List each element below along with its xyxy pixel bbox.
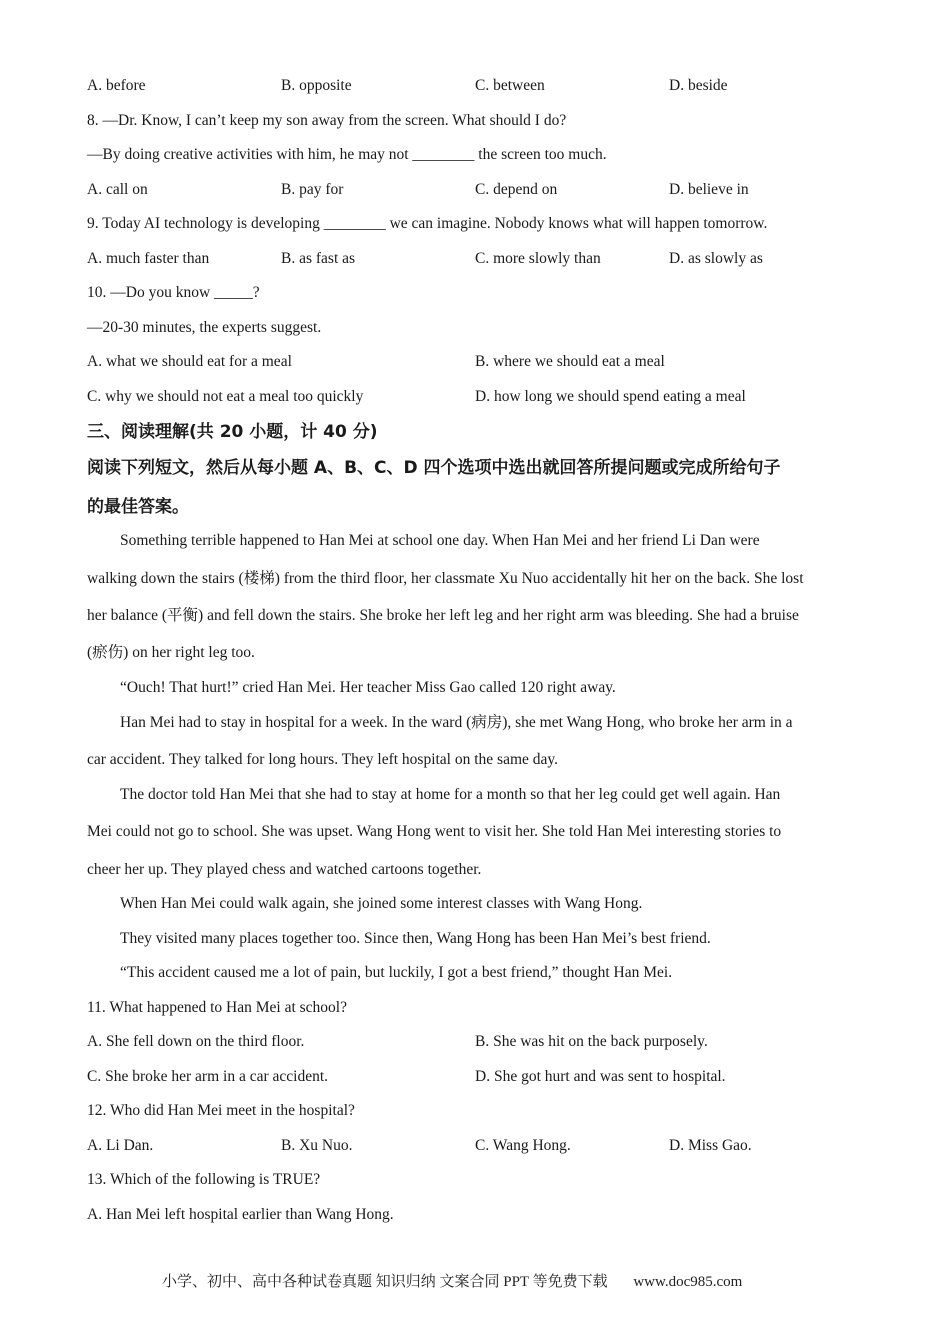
section-title: 三、阅读理解(共 20 小题，计 40 分): [87, 422, 378, 442]
footer-text: 小学、初中、高中各种试卷真题 知识归纳 文案合同 PPT 等免费下载: [162, 1274, 608, 1290]
q9-option-d: D. as slowly as: [669, 250, 763, 267]
passage-line: They visited many places together too. Since then, Wang Hong has been Han Mei’s best friend.: [120, 930, 711, 947]
q7-option-c: C. between: [475, 77, 545, 94]
q8-option-d: D. believe in: [669, 181, 749, 198]
q13-option-a: A. Han Mei left hospital earlier than Wang Hong.: [87, 1206, 394, 1223]
passage-line: The doctor told Han Mei that she had to stay at home for a month so that her leg could get well again. Han: [120, 786, 781, 803]
q8-stem: 8. —Dr. Know, I can’t keep my son away from the screen. What should I do?: [87, 112, 567, 129]
q10-option-d: D. how long we should spend eating a meal: [475, 388, 746, 405]
q13-stem: 13. Which of the following is TRUE?: [87, 1171, 321, 1188]
q8-reply: —By doing creative activities with him, he may not ________ the screen too much.: [87, 146, 607, 163]
q10-reply: —20-30 minutes, the experts suggest.: [87, 319, 322, 336]
q12-option-a: A. Li Dan.: [87, 1137, 154, 1154]
section-instruction-line2: 的最佳答案。: [87, 497, 189, 517]
page-footer: [162, 1270, 742, 1291]
q7-option-d: D. beside: [669, 77, 728, 94]
passage-line: When Han Mei could walk again, she joined some interest classes with Wang Hong.: [120, 895, 643, 912]
passage-line: “This accident caused me a lot of pain, but luckily, I got a best friend,” thought Han Mei.: [120, 964, 673, 981]
q10-option-a: A. what we should eat for a meal: [87, 353, 292, 370]
passage-line: her balance (平衡) and fell down the stairs. She broke her left leg and her right arm was bleeding. She had a bruise: [87, 607, 799, 624]
q9-option-b: B. as fast as: [281, 250, 356, 267]
passage-line: car accident. They talked for long hours. They left hospital on the same day.: [87, 751, 559, 768]
passage-line: cheer her up. They played chess and watched cartoons together.: [87, 861, 482, 878]
footer-url[interactable]: www.doc985.com: [633, 1274, 743, 1290]
q12-option-b: B. Xu Nuo.: [281, 1137, 353, 1154]
q9-stem: 9. Today AI technology is developing ________ we can imagine. Nobody knows what will happen tomorrow.: [87, 215, 768, 232]
q8-option-b: B. pay for: [281, 181, 344, 198]
q8-option-a: A. call on: [87, 181, 148, 198]
q12-option-c: C. Wang Hong.: [475, 1137, 571, 1154]
q11-option-c: C. She broke her arm in a car accident.: [87, 1068, 329, 1085]
passage-line: Han Mei had to stay in hospital for a week. In the ward (病房), she met Wang Hong, who broke her arm in a: [120, 714, 793, 731]
passage-line: walking down the stairs (楼梯) from the third floor, her classmate Xu Nuo accidentally hit her on the back. She lost: [87, 570, 804, 587]
section-instruction-line1: 阅读下列短文，然后从每小题 A、B、C、D 四个选项中选出就回答所提问题或完成所给句子: [87, 458, 781, 478]
q9-option-c: C. more slowly than: [475, 250, 601, 267]
q12-stem: 12. Who did Han Mei meet in the hospital?: [87, 1102, 355, 1119]
passage-line: (瘀伤) on her right leg too.: [87, 644, 255, 661]
q10-stem: 10. —Do you know _____?: [87, 284, 260, 301]
q11-stem: 11. What happened to Han Mei at school?: [87, 999, 347, 1016]
q12-option-d: D. Miss Gao.: [669, 1137, 752, 1154]
q11-option-d: D. She got hurt and was sent to hospital.: [475, 1068, 726, 1085]
q9-option-a: A. much faster than: [87, 250, 210, 267]
passage-line: Something terrible happened to Han Mei at school one day. When Han Mei and her friend Li Dan were: [120, 532, 760, 549]
q10-option-c: C. why we should not eat a meal too quickly: [87, 388, 364, 405]
q10-option-b: B. where we should eat a meal: [475, 353, 665, 370]
q7-option-b: B. opposite: [281, 77, 352, 94]
q11-option-b: B. She was hit on the back purposely.: [475, 1033, 708, 1050]
q8-option-c: C. depend on: [475, 181, 558, 198]
q7-option-a: A. before: [87, 77, 146, 94]
q11-option-a: A. She fell down on the third floor.: [87, 1033, 305, 1050]
passage-line: Mei could not go to school. She was upset. Wang Hong went to visit her. She told Han Mei interesting stories to: [87, 823, 782, 840]
passage-line: “Ouch! That hurt!” cried Han Mei. Her teacher Miss Gao called 120 right away.: [120, 679, 616, 696]
